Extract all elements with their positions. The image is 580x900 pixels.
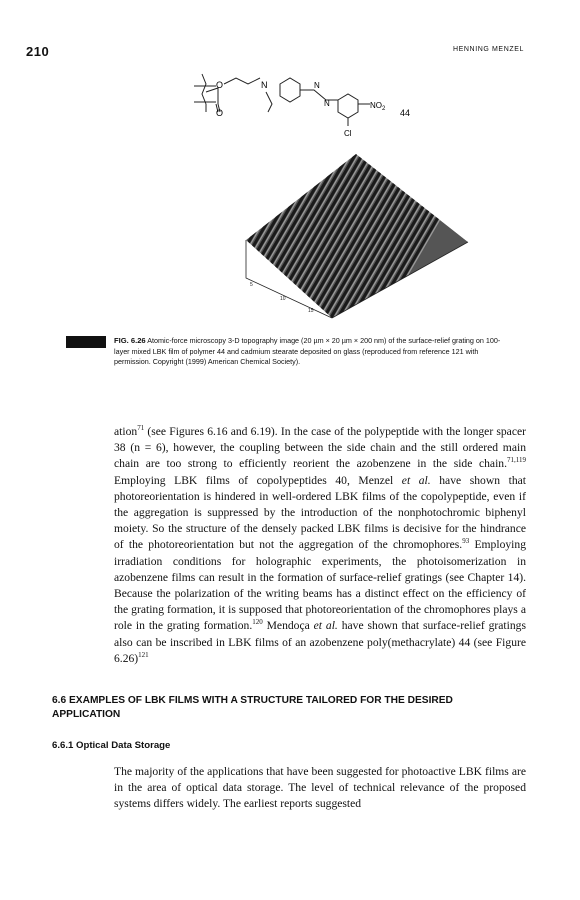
benzene-ring-2 <box>338 94 358 118</box>
compound-number: 44 <box>400 108 411 118</box>
polymer-backbone <box>194 74 216 112</box>
oxygen-label: O <box>216 80 224 90</box>
nitrogen-label: N <box>261 80 268 90</box>
body-paragraph: ation$^{71}$ (see Figures 6.16 and 6.19). In the case of the polypeptide with the longer spacer 38 (n = 6), however, the coupling between the side chain and the still ordered main chain are too strong to efficiently reorient the azobenzene in the side chain.$^{71,119}$ Employing LBK films of copolypeptides 40, Menzel et al. have shown that photoreorientation is hindered in well-ordered LBK films of the copolypeptide, even if the aggregation is suppressed by the introduction of the nonphotochromic biphenyl moiety. So the structure of the densely packed LBK films is decisive for the hindrance of the photoreorientation but not the aggregation of the chromophores.$^{93}$ Employing irradiation conditions for holographic experiments, the photoisomerization in azobenzene films can result in the formation of surface-relief gratings (see Chapter 14). Because the polarization of the writing beams has a distinct effect on the efficiency of the grating formation, it is supposed that photoreorientation of the chromophores plays a role in the grating formation.$^{120}$ Mendoça et al. have shown that surface-relief gratings also can be inscribed in LBK films of an azobenzene poly(methacrylate) 44 (see Figure 6.26)$^{121}$ <box>114 424 526 665</box>
figure-label: FIG. 6.26 <box>114 336 146 345</box>
axis-tick-label: 5 <box>250 282 253 288</box>
spacer-chain <box>224 78 260 84</box>
figure-caption-text: Atomic-force microscopy 3-D topography image (20 µm × 20 µm × 200 nm) of the surface-relief grating on 100-layer mixed LBK film of polymer 44 and cadmium stearate deposited on glass (reproduced from reference 121 with permission. Copyright (1999) American Chemical Society). <box>114 336 501 366</box>
chlorine-label: Cl <box>344 129 352 138</box>
azo-nitrogen-label: N <box>314 81 320 90</box>
body-paragraph-2: The majority of the applications that have been suggested for photoactive LBK films are in the area of optical data storage. The level of technical relevance of the proposed systems differs widely. The earliest reports suggested <box>114 765 526 811</box>
azo-nitrogen-label-2: N <box>324 99 330 108</box>
afm-topography-image <box>236 150 476 340</box>
caption-marker <box>66 336 106 348</box>
figure-caption <box>114 336 514 368</box>
subsection-heading: 6.6.1 Optical Data Storage <box>52 740 171 751</box>
ethyl-group <box>266 92 272 112</box>
page-number: 210 <box>26 44 50 59</box>
chemical-structure <box>180 64 440 154</box>
axis-tick-label: 15 <box>308 308 314 314</box>
nitro-label: $NO_2$ <box>370 101 386 112</box>
oxygen-label-2: O <box>216 108 224 118</box>
axis-tick-label: 10 <box>280 296 286 302</box>
section-heading: 6.6 EXAMPLES OF LBK FILMS WITH A STRUCTURE TAILORED FOR THE DESIRED APPLICATION <box>52 695 453 720</box>
azo-bond <box>300 90 338 100</box>
running-head: HENNING MENZEL <box>452 46 524 53</box>
benzene-ring-1 <box>280 78 300 102</box>
